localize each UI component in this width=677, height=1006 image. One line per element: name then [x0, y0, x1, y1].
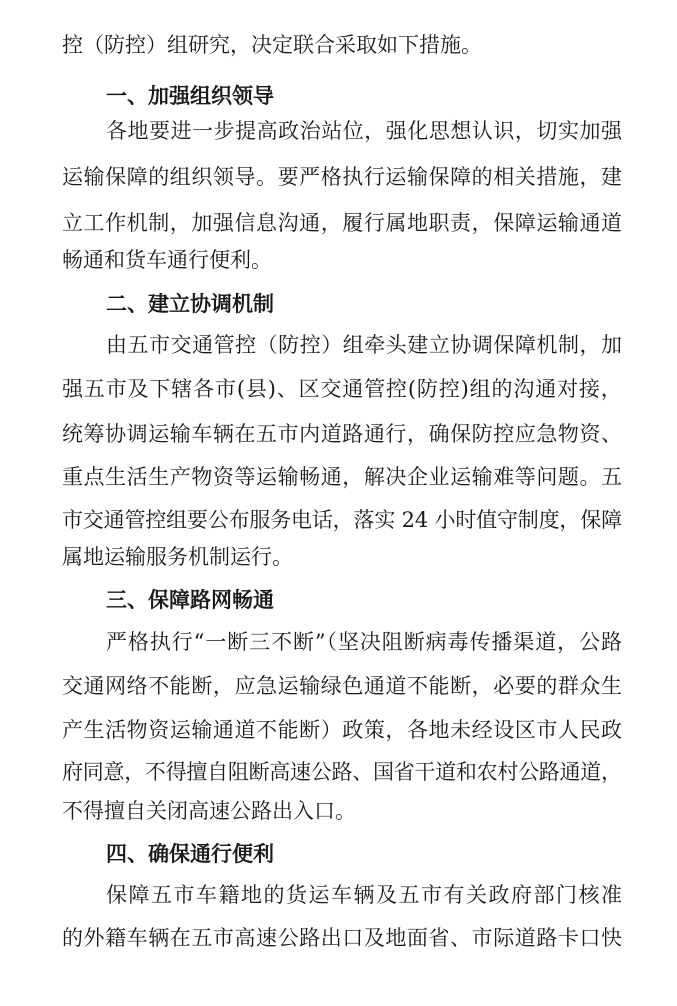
paragraph-line: 由五市交通管控（防控）组牵头建立协调保障机制，加	[106, 333, 623, 357]
paragraph-line: 重点生活生产物资等运输畅通，解决企业运输难等问题。五	[62, 465, 623, 489]
section-heading: 一、加强组织领导	[106, 84, 274, 108]
paragraph-line: 立工作机制，加强信息沟通，履行属地职责，保障运输通道	[62, 211, 623, 235]
paragraph-line: 市交通管控组要公布服务电话，落实 24 小时值守制度，保障	[62, 508, 622, 532]
paragraph-line: 产生活物资运输通道不能断）政策，各地未经设区市人民政	[62, 718, 623, 742]
paragraph-line: 各地要进一步提高政治站位，强化思想认识，切实加强	[106, 119, 623, 143]
paragraph-line: 的外籍车辆在五市高速公路出口及地面省、市际道路卡口快	[62, 926, 623, 950]
section-heading: 四、确保通行便利	[106, 842, 274, 866]
section-heading: 二、建立协调机制	[106, 292, 274, 316]
paragraph-line: 运输保障的组织领导。要严格执行运输保障的相关措施，建	[62, 165, 623, 189]
paragraph-line: 保障五市车籍地的货运车辆及五市有关政府部门核准	[106, 883, 624, 907]
paragraph-line: 属地运输服务机制运行。	[62, 545, 293, 569]
paragraph-line: 交通网络不能断，应急运输绿色通道不能断，必要的群众生	[62, 674, 623, 698]
section-heading: 三、保障路网畅通	[106, 588, 274, 612]
paragraph-line: 严格执行“一断三不断”（坚决阻断病毒传播渠道，公路	[106, 630, 623, 654]
paragraph-line: 统筹协调运输车辆在五市内道路通行，确保防控应急物资、	[62, 422, 623, 446]
intro-line: 控（防控）组研究，决定联合采取如下措施。	[62, 33, 482, 57]
paragraph-line: 强五市及下辖各市(县)、区交通管控(防控)组的沟通对接，	[62, 377, 623, 401]
paragraph-line: 府同意，不得擅自阻断高速公路、国省干道和农村公路通道，	[62, 760, 622, 784]
paragraph-line: 畅通和货车通行便利。	[62, 248, 272, 272]
paragraph-line: 不得擅自关闭高速公路出入口。	[62, 799, 356, 823]
